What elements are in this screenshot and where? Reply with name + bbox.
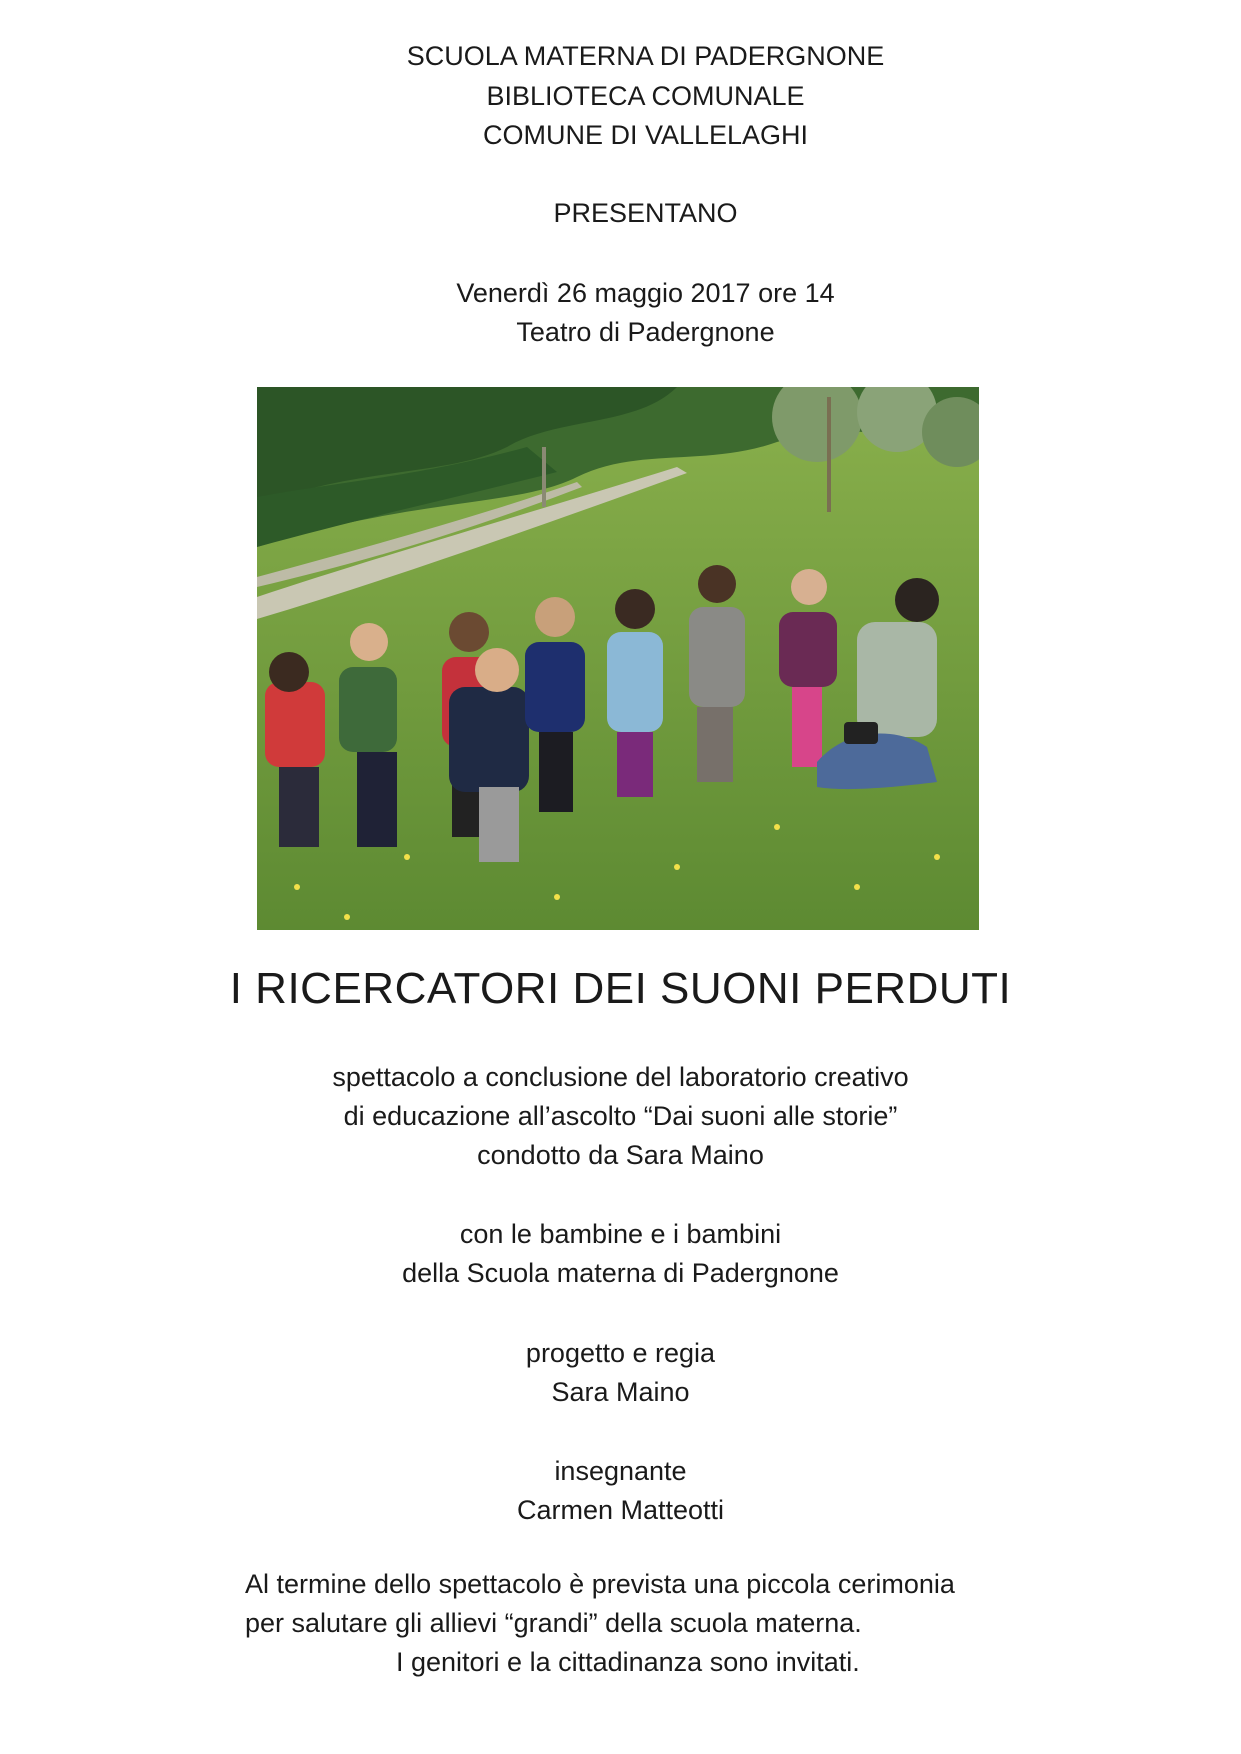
teacher-name: Carmen Matteotti bbox=[516, 1495, 725, 1525]
description-line-1: spettacolo a conclusione del laboratorio creativo bbox=[332, 1062, 909, 1092]
event-venue: Teatro di Padergnone bbox=[516, 317, 775, 347]
closing-line-2: per salutare gli allievi “grandi” della scuola materna. bbox=[245, 1608, 862, 1638]
header-org-2: BIBLIOTECA COMUNALE bbox=[486, 81, 805, 111]
direction-label: progetto e regia bbox=[525, 1338, 716, 1368]
event-photo bbox=[257, 387, 979, 930]
description-line-3: condotto da Sara Maino bbox=[477, 1140, 764, 1170]
closing-line-3: I genitori e la cittadinanza sono invitati. bbox=[396, 1647, 860, 1677]
participants-line-2: della Scuola materna di Padergnone bbox=[402, 1258, 839, 1288]
teacher-label: insegnante bbox=[554, 1456, 687, 1486]
presents-label: PRESENTANO bbox=[553, 198, 738, 228]
header-org-3: COMUNE DI VALLELAGHI bbox=[482, 120, 809, 150]
participants-line-1: con le bambine e i bambini bbox=[459, 1219, 782, 1249]
closing-line-1: Al termine dello spettacolo è prevista una piccola cerimonia bbox=[245, 1569, 955, 1599]
description-line-2: di educazione all’ascolto “Dai suoni alle storie” bbox=[343, 1101, 898, 1131]
event-date: Venerdì 26 maggio 2017 ore 14 bbox=[456, 278, 835, 308]
header-org-1: SCUOLA MATERNA DI PADERGNONE bbox=[406, 41, 885, 71]
children-listening-photo bbox=[257, 387, 979, 930]
event-title: I RICERCATORI DEI SUONI PERDUTI bbox=[229, 964, 1012, 1013]
direction-name: Sara Maino bbox=[551, 1377, 690, 1407]
